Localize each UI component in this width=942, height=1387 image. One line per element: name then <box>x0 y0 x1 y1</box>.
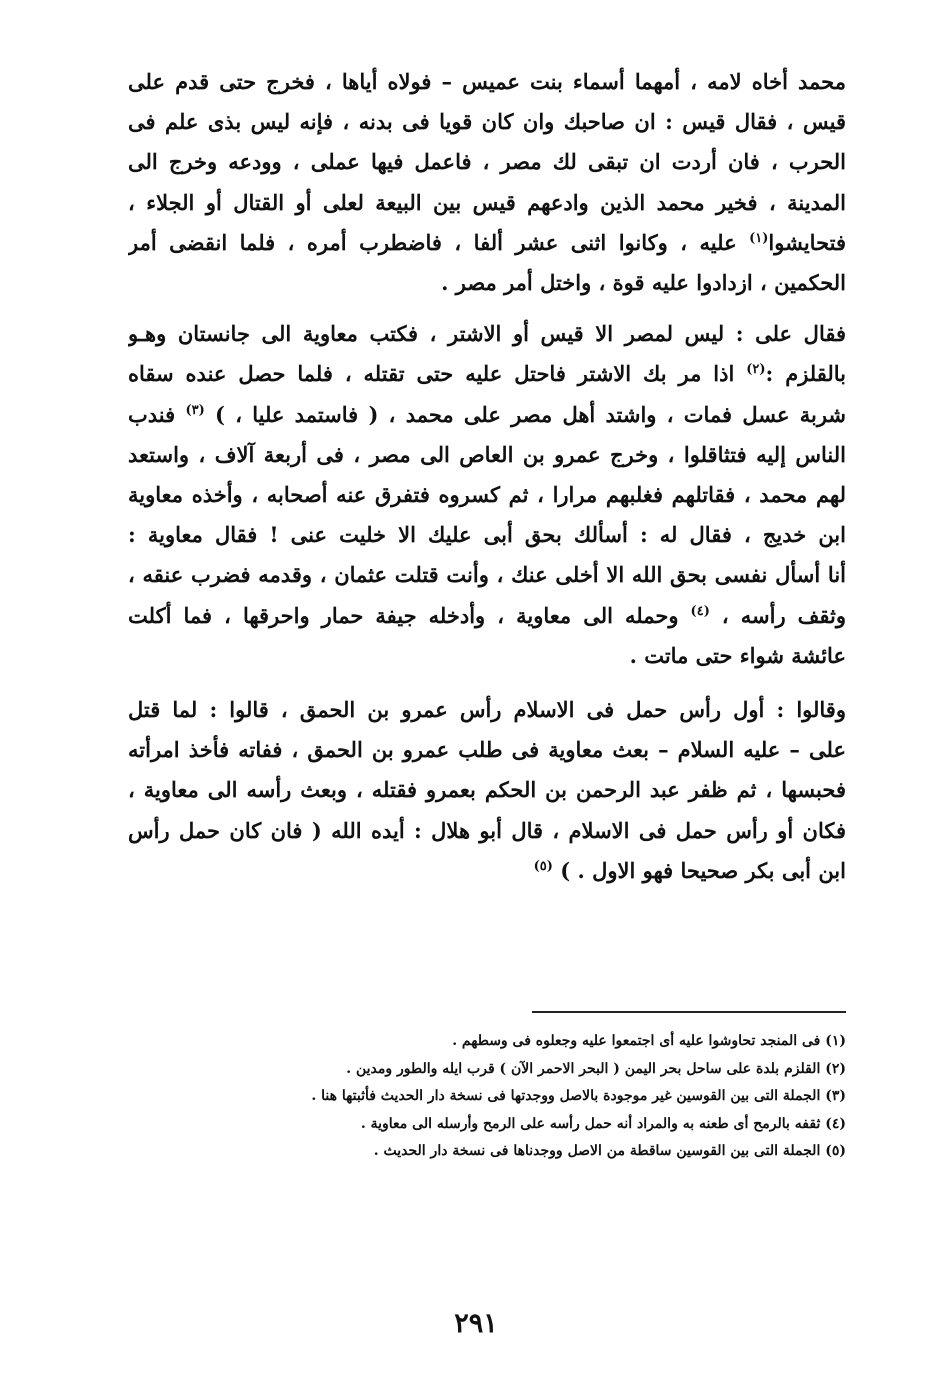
text-line: الحكمين ، ازدادوا عليه قوة ، واختل أمر مصر . <box>441 270 846 296</box>
text-line <box>128 395 846 435</box>
paragraph-1 <box>128 62 846 303</box>
page-number: ٢٩١ <box>454 1308 498 1339</box>
text-segment: بالقلزم : <box>765 361 846 387</box>
text-line: فقال على : ليس لمصر الا قيس أو الاشتر ، فكتب معاوية الى جانستان وهـو <box>128 321 846 347</box>
text-line <box>128 851 846 891</box>
text-line: المدينة ، فخير محمد الذين وادعهم قيس بين البيعة لعلى أو القتال أو الجلاء ، <box>128 189 846 215</box>
text-line: محمد أخاه لامه ، أمهما أسماء بنت عميس – فولاه أياها ، فخرج حتى قدم على <box>128 69 846 94</box>
footnote-mark-5: (٥) <box>533 858 553 874</box>
text-segment: وثقف رأسه ، <box>721 602 846 628</box>
paragraph-gap <box>128 676 846 690</box>
text-line <box>128 223 846 263</box>
footnotes <box>140 1028 846 1166</box>
footnote-mark-3: (٣) <box>185 402 205 418</box>
text-line: وقالوا : أول رأس حمل فى الاسلام رأس عمرو بن الحمق ، قالوا : لما قتل <box>128 697 846 723</box>
footnote-separator <box>532 1011 846 1013</box>
text-line <box>128 354 846 394</box>
text-segment: عليه ، وكانوا اثنى عشر ألفا ، فاضطرب أمره ، فلما انقضى أمر <box>128 229 737 255</box>
text-line: على – عليه السلام – بعث معاوية فى طلب عمرو بن الحمق ، ففاته فأخذ امرأته <box>128 737 846 763</box>
paragraph-3 <box>128 690 846 891</box>
footnote-mark-2: (٢) <box>746 362 766 378</box>
text-segment: اذا مر بك الاشتر فاحتل عليه حتى تقتله ، فلما حصل عنده سقاه <box>128 361 735 387</box>
text-line: فحبسها ، ثم ظفر عبد الرحمن بن الحكم بعمرو فقتله ، وبعث رأسه الى معاوية ، <box>128 777 846 803</box>
text-line: قيس ، فقال قيس : ان صاحبك وان كان قويا فى بدنه ، فإنه ليس بذى علم فى <box>128 109 846 135</box>
text-segment: وحمله الى معاوية ، وأدخله جيفة حمار واحرقها ، فما أكلت <box>128 602 679 628</box>
footnote-2: (٢) القلزم بلدة على ساحل بحر اليمن ( البحر الاحمر الآن ) قرب ايله والطور ومدين . <box>346 1060 846 1077</box>
footnote-mark-4: (٤) <box>690 603 710 619</box>
text-segment: فتحايشوا <box>768 229 846 255</box>
text-segment: شربة عسل فمات ، واشتد أهل مصر على محمد ، ( فاستمد عليا ، ) <box>215 401 846 427</box>
footnote-4: (٤) ثقفه بالرمح أى طعنه به والمراد أنه حمل رأسه على الرمح وأرسله الى معاوية . <box>360 1115 846 1132</box>
text-line <box>128 596 846 636</box>
text-line: ابن خديج ، فقال له : أسألك بحق أبى عليك الا خليت عنى ! فقال معاوية : <box>128 522 846 548</box>
text-segment: ابن أبى بكر صحيحا فهو الاول . ) <box>560 857 846 883</box>
footnote-5: (٥) الجملة التى بين القوسين ساقطة من الاصل ووجدناها فى نسخة دار الحديث . <box>373 1143 846 1160</box>
text-line: أنا أسأل نفسى بحق الله الا أخلى عنك ، وأنت قتلت عثمان ، وقدمه فضرب عنقه ، <box>128 562 846 588</box>
text-line: الحرب ، فان أردت ان تبقى لك مصر ، فاعمل فيها عملى ، وودعه وخرج الى <box>128 149 846 175</box>
paragraph-2 <box>128 314 846 676</box>
text-line: لهم محمد ، فقاتلهم فغلبهم مرارا ، ثم كسروه فتفرق عنه أصحابه ، وأخذه معاوية <box>128 482 846 508</box>
text-line: عائشة شواء حتى ماتت . <box>629 642 846 668</box>
footnote-mark-1: (١) <box>749 230 769 246</box>
main-text <box>128 62 846 891</box>
text-line: فكان أو رأس حمل فى الاسلام ، قال أبو هلال : أيده الله ( فان كان حمل رأس <box>128 817 846 843</box>
text-line: الناس إليه فتثاقلوا ، وخرج عمرو بن العاص الى مصر ، فى أربعة آلاف ، واستعد <box>128 441 846 467</box>
paragraph-gap <box>128 303 846 314</box>
footnote-3: (٣) الجملة التى بين القوسين غير موجودة بالاصل ووجدتها فى نسخة دار الحديث فأثبتها هنا . <box>311 1088 846 1105</box>
footnote-1: (١) فى المنجد تحاوشوا عليه أى اجتمعوا عليه وجعلوه فى وسطهم . <box>452 1033 846 1049</box>
text-segment: فندب <box>128 401 176 427</box>
